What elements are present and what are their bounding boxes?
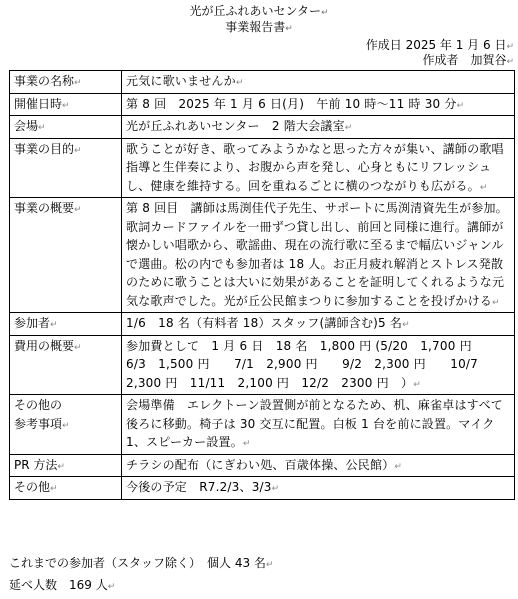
paragraph-mark-icon: ↵ — [506, 42, 514, 52]
date-text: 作成日 2025 年 1 月 6 日 — [365, 38, 507, 52]
row-value: 元気に歌いませんか — [126, 74, 236, 88]
row-label-cell — [10, 116, 122, 139]
paragraph-mark-icon: ↵ — [62, 100, 70, 111]
paragraph-mark-icon: ↵ — [479, 182, 488, 193]
row-label-cell — [10, 477, 122, 500]
row-value: チラシの配布（にぎわい処、百歳体操、公民館） — [126, 457, 395, 472]
paragraph-mark-icon: ↵ — [74, 205, 82, 215]
row-value-cell — [122, 313, 515, 336]
table-row — [10, 313, 515, 336]
paragraph-mark-icon: ↵ — [456, 100, 465, 111]
paragraph-mark-icon: ↵ — [62, 420, 70, 431]
row-label-cell — [10, 93, 122, 116]
footer-line1: これまでの参加者（スタッフ除く） 個人 43 名 — [9, 556, 266, 570]
paragraph-mark-icon: ↵ — [107, 582, 116, 592]
row-label-cell — [10, 198, 122, 313]
doc-title: 事業報告書 — [225, 20, 286, 34]
row-label: 参加者 — [14, 316, 51, 330]
row-label-cell — [10, 138, 122, 198]
table-row — [10, 116, 515, 139]
row-value: 会場準備 エレクトーン設置側が前となるため、机、麻雀卓はすべて後ろに移動。椅子は 30 交互に配置。白板 1 台を前に設置。マイク 1、スピーカー設置。 — [126, 398, 504, 449]
header-doc-title — [0, 20, 518, 36]
row-label: その他 — [14, 480, 51, 494]
row-label-cell — [10, 313, 122, 336]
row-value-cell — [122, 198, 515, 313]
row-label-cell — [10, 454, 122, 477]
paragraph-mark-icon: ↵ — [506, 57, 514, 67]
row-value: 参加費として 1 月 6 日 18 名 1,800 円 (5/20 1,700 円 6/3 1,500 円 7/1 2,900 円 9/2 2,300 円 10/7 2,300 円 11/11 2,100 円 12/2 2300 円 ） — [126, 338, 497, 390]
row-label: 会場 — [14, 119, 39, 133]
table-row — [10, 335, 515, 395]
paragraph-mark-icon: ↵ — [344, 123, 353, 133]
table-row — [10, 477, 515, 500]
row-value-cell — [122, 93, 515, 116]
table-row — [10, 454, 515, 477]
paragraph-mark-icon: ↵ — [285, 24, 293, 34]
footer-total — [9, 578, 115, 594]
paragraph-mark-icon: ↵ — [492, 297, 500, 308]
org-name: 光が丘ふれあいセンター — [189, 4, 321, 18]
paragraph-mark-icon: ↵ — [242, 439, 251, 449]
paragraph-mark-icon: ↵ — [74, 342, 82, 353]
row-value-cell — [122, 335, 515, 395]
paragraph-mark-icon: ↵ — [394, 461, 403, 472]
author-line — [422, 53, 514, 69]
paragraph-mark-icon: ↵ — [235, 78, 244, 88]
row-value: 第 8 回目 講師は馬渕佳代子先生、サポートに馬渕清資先生が参加。歌詞カードファイルを一冊ずつ貸し出し、前回と同様に進行。講師が懐かしい唱歌から、歌謡曲、現在の流行歌に至るまで幅広いジャンルで選曲。松の内でも参加者は 18 人。お正月疲れ解消とストレス発散のために歌うことは大いに効果があることを証明してくれるような元気な歌声でした。光が丘公民館まつりに参加することを投げかける — [126, 201, 508, 308]
row-value: 歌うことが好き、歌ってみようかなと思った方々が集い、講師の歌唱指導と生伴奏により、お腹から声を発し、心身ともにリフレッシュし、健康を維持する。回を重ねるごとに横のつながりも広がる。 — [126, 141, 504, 193]
row-value: 1/6 18 名（有料者 18）スタッフ(講師含む)5 名 — [126, 316, 403, 330]
paragraph-mark-icon: ↵ — [271, 484, 280, 494]
row-label-cell — [10, 71, 122, 94]
table-row — [10, 93, 515, 116]
row-value-cell — [122, 71, 515, 94]
row-value-cell — [122, 116, 515, 139]
row-value-cell — [122, 395, 515, 455]
paragraph-mark-icon: ↵ — [74, 145, 82, 156]
paragraph-mark-icon: ↵ — [38, 123, 46, 133]
report-table — [9, 70, 515, 500]
row-value: 光が丘ふれあいセンター 2 階大会議室 — [126, 119, 345, 133]
row-label: 事業の概要 — [14, 201, 75, 215]
paragraph-mark-icon: ↵ — [57, 461, 65, 472]
paragraph-mark-icon: ↵ — [50, 320, 58, 330]
row-label: PR 方法 — [14, 457, 58, 472]
table-row — [10, 198, 515, 313]
paragraph-mark-icon: ↵ — [265, 560, 274, 570]
row-label: 開催日時 — [14, 96, 63, 111]
row-value: 今後の予定 R7.2/3、3/3 — [126, 480, 272, 494]
row-value-cell — [122, 454, 515, 477]
paragraph-mark-icon: ↵ — [50, 484, 58, 494]
row-label: 費用の概要 — [14, 338, 75, 353]
row-label: 事業の名称 — [14, 74, 75, 88]
table-row — [10, 71, 515, 94]
row-value-cell — [122, 138, 515, 198]
row-label: その他の 参考事項 — [14, 398, 63, 431]
author-text: 作成者 加賀谷 — [422, 53, 507, 67]
footer-line2: 延べ人数 169 人 — [9, 578, 108, 592]
table-row — [10, 395, 515, 455]
paragraph-mark-icon: ↵ — [413, 379, 421, 390]
paragraph-mark-icon: ↵ — [402, 320, 410, 330]
header-org — [0, 4, 518, 20]
row-value-cell — [122, 477, 515, 500]
row-label-cell — [10, 395, 122, 455]
row-label: 事業の目的 — [14, 141, 75, 156]
table-row — [10, 138, 515, 198]
creation-date — [366, 38, 514, 54]
row-value: 第 8 回 2025 年 1 月 6 日(月) 午前 10 時～11 時 30 分 — [126, 96, 457, 111]
row-label-cell — [10, 335, 122, 395]
paragraph-mark-icon: ↵ — [320, 8, 329, 18]
footer-participants — [9, 556, 273, 572]
paragraph-mark-icon: ↵ — [74, 78, 82, 88]
